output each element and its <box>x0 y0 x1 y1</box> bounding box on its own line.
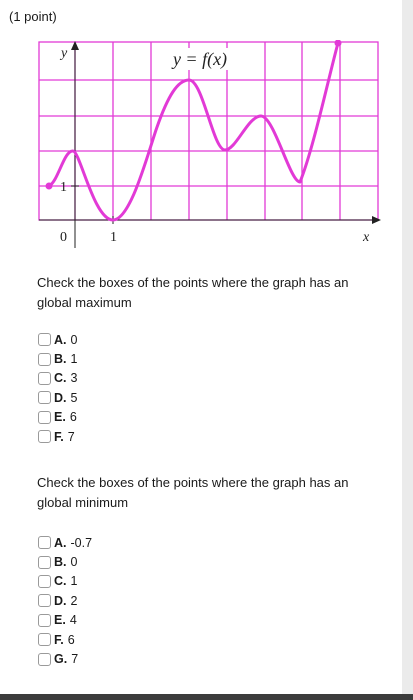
max-option-f[interactable]: F. 7 <box>38 427 77 446</box>
checkbox[interactable] <box>38 575 51 588</box>
page-background <box>402 0 413 700</box>
max-option-a[interactable]: A. 0 <box>38 330 77 349</box>
checkbox[interactable] <box>38 556 51 569</box>
question-max-prompt: Check the boxes of the points where the graph has an global maximum <box>37 275 349 310</box>
curve-start-point <box>46 183 53 190</box>
max-option-e[interactable]: E. 6 <box>38 408 77 427</box>
min-option-f[interactable]: F. 6 <box>38 630 92 649</box>
function-label: y = f(x) <box>172 49 228 69</box>
x-axis-label: x <box>363 230 370 245</box>
max-option-d[interactable]: D. 5 <box>38 388 77 407</box>
checkbox[interactable] <box>38 353 51 366</box>
min-option-b[interactable]: B. 0 <box>38 552 92 571</box>
checkbox[interactable] <box>38 391 51 404</box>
y-tick-label: 1 <box>60 180 67 195</box>
min-option-g[interactable]: G. 7 <box>38 649 92 668</box>
max-option-b[interactable]: B. 1 <box>38 349 77 368</box>
checkbox[interactable] <box>38 633 51 646</box>
min-option-d[interactable]: D. 2 <box>38 591 92 610</box>
min-option-c[interactable]: C. 1 <box>38 572 92 591</box>
checkbox[interactable] <box>38 653 51 666</box>
y-axis-label: y <box>61 46 68 61</box>
checkbox[interactable] <box>38 333 51 346</box>
function-graph <box>38 40 383 250</box>
x-tick-label: 1 <box>110 230 117 245</box>
max-option-c[interactable]: C. 3 <box>38 369 77 388</box>
bottom-bar <box>0 694 413 700</box>
min-option-e[interactable]: E. 4 <box>38 611 92 630</box>
checkbox[interactable] <box>38 594 51 607</box>
origin-label: 0 <box>60 230 67 245</box>
checkbox[interactable] <box>38 372 51 385</box>
checkbox[interactable] <box>38 430 51 443</box>
checkbox[interactable] <box>38 411 51 424</box>
checkbox[interactable] <box>38 536 51 549</box>
min-option-a[interactable]: A. -0.7 <box>38 533 92 552</box>
checkbox[interactable] <box>38 614 51 627</box>
question-min-prompt: Check the boxes of the points where the graph has an global minimum <box>37 475 349 510</box>
min-options-list <box>38 533 92 669</box>
max-options-list <box>38 330 77 446</box>
points-label: (1 point) <box>9 9 57 24</box>
